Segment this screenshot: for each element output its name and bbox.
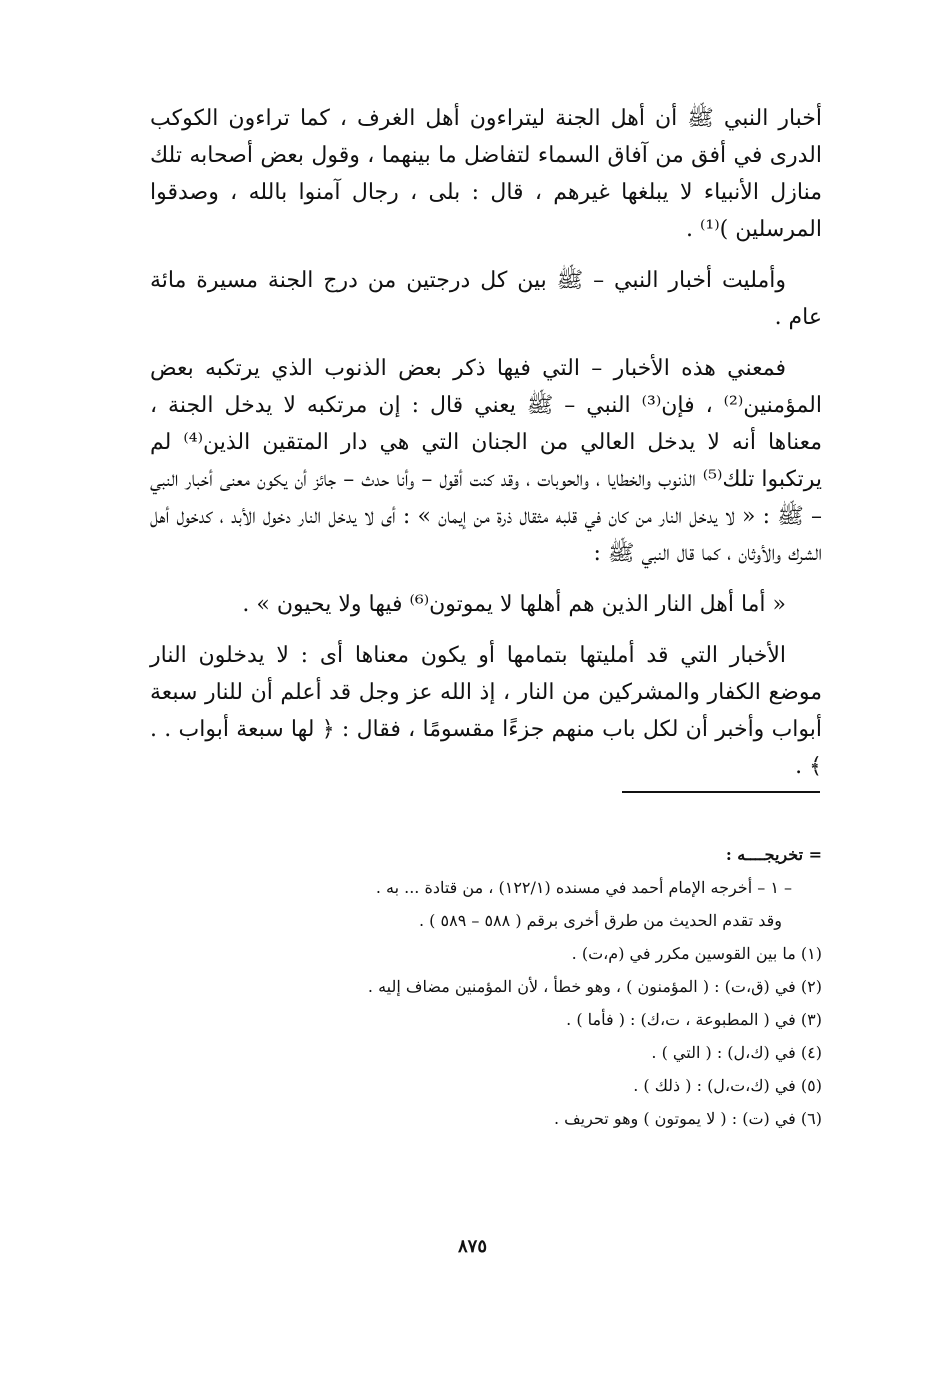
footnote-4: (٤) في (ك،ل) : ( التي ) . [651,1043,822,1062]
paragraph-4-quote: « أما أهل النار الذين هم أهلها لا يموتون⁽⁶⁾ فيها ولا يحيون » . [242,592,786,617]
footnote-1: (١) ما بين القوسين مكرر في (م،ت) . [571,944,822,963]
takhrij-line-2: وقد تقدم الحديث من طرق أخرى برقم ( ٥٨٨ – ٥٨٩ ) . [419,911,782,930]
paragraph-2: وأمليت أخبار النبي – ﷺ بين كل درجتين من درج الجنة مسيرة مائة عام . [150,268,822,330]
footnote-3: (٣) في ( المطبوعة ، ت،ك) : ( فأما ) . [566,1010,822,1029]
paragraph-3: فمعني هذه الأخبار – التي فيها ذكر بعض الذنوب الذي يرتكبه بعض المؤمنين⁽²⁾ ، فإن⁽³⁾ النبي – ﷺ يعني قال : إن مرتكبه لا يدخل الجنة ، معناها أنه لا يدخل العالي من الجنان التي هي دار المتقين الذين⁽⁴⁾ لم يرتكبوا تلك⁽⁵⁾ الذنوب والخطايا ، والحوبات ، وقد كنت أقول – وأنا حدث – جائز أن يكون معنى أخبار النبي – ﷺ : « لا يدخل النار من كان في قلبه مثقال ذرة من إيمان » : أى لا يدخل النار دخول الأبد ، كدخول أهل الشرك والأوثان ، كما قال النبي ﷺ : [150,356,822,566]
footnote-5: (٥) في (ك،ت،ل) : ( ذلك ) . [633,1076,822,1095]
paragraph-1: أخبار النبي ﷺ أن أهل الجنة ليتراءون أهل الغرف ، كما تراءون الكوكب الدرى في أفق من آفاق السماء لتفاضل ما بينهما ، وقول بعض أصحابه تلك منازل الأنبياء لا يبلغها غيرهم ، قال : بلى ، رجال آمنوا بالله ، وصدقوا المرسلين )⁽¹⁾ . [150,106,823,242]
main-text [150,100,822,799]
footnote-2: (٢) في (ق،ت) : ( المؤمنون ) ، وهو خطأ ، لأن المؤمنين مضاف إليه . [367,977,822,996]
page-number: ٨٧٥ [457,1236,487,1257]
takhrij-line-1: – ١ – أخرجه الإمام أحمد في مسنده (١٢٢/١) ، من قتادة ... به . [375,878,792,897]
takhrij-heading: = تخريجــــه : [725,845,822,864]
footnote-separator [622,791,820,793]
paragraph-5: الأخبار التي قد أمليتها بتمامها أو يكون معناها أى : لا يدخلون النار موضع الكفار والمشركين من النار ، إذ الله عز وجل قد أعلم أن للنار سبعة أبواب وأخبر أن لكل باب منهم جزءًا مقسومًا ، فقال : ﴿ لها سبعة أبواب . . ﴾ . [150,643,822,779]
footnotes [150,838,822,1135]
footnote-6: (٦) في (ت) : ( لا يموتون ) وهو تحريف . [553,1109,822,1128]
